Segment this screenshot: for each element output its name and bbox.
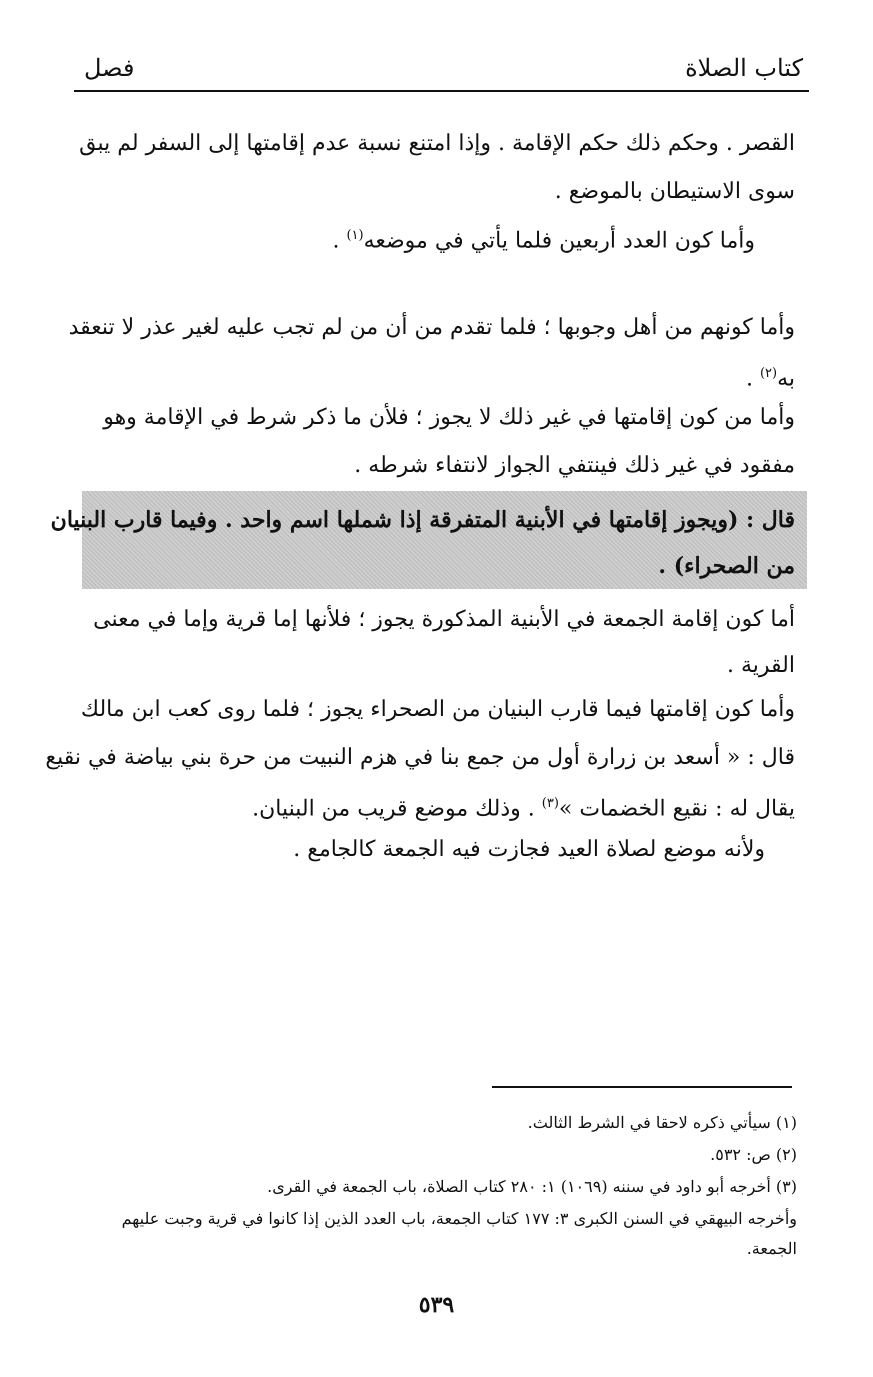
p4-line2: مفقود في غير ذلك فينتفي الجواز لانتفاء شرطه .: [354, 453, 795, 478]
section-title: فصل: [84, 54, 135, 82]
p2-line: [82, 212, 755, 265]
page-number: ٥٣٩: [418, 1292, 455, 1318]
running-header: [74, 48, 809, 92]
p6-line1: وأما كون إقامتها فيما قارب البنيان من الصحراء يجوز ؛ فلما روى كعب ابن مالك: [80, 697, 795, 722]
footnote-ref-1[interactable]: (١): [346, 228, 364, 243]
footnote-separator: [492, 1086, 792, 1088]
p3-end: .: [745, 366, 760, 392]
p1-line2: سوى الاستيطان بالموضع .: [554, 179, 795, 204]
p7-line: ولأنه موضع لصلاة العيد فجازت فيه الجمعة كالجامع .: [293, 837, 765, 862]
book-title: كتاب الصلاة: [685, 54, 803, 82]
p6-text-a: يقال له : نقيع الخضمات »: [558, 796, 795, 822]
footnote-2: (٢) ص: ٥٣٢.: [710, 1145, 797, 1164]
quote-line2: من الصحراء) .: [658, 553, 795, 579]
footnote-ref-2[interactable]: (٢): [759, 366, 778, 381]
p1-line1: القصر . وحكم ذلك حكم الإقامة . وإذا امتنع نسبة عدم إقامتها إلى السفر لم يبق: [79, 131, 795, 156]
footnote-ref-3[interactable]: (٣): [541, 796, 559, 811]
p3-text: به: [777, 366, 795, 392]
p2-end: .: [332, 228, 347, 254]
p6-text-b: . وذلك موضع قريب من البنيان.: [252, 796, 542, 822]
p6-line2: قال : « أسعد بن زرارة أول من جمع بنا في هزم النبيت من حرة بني بياضة في نقيع: [45, 745, 795, 770]
footnote-3-cont: وأخرجه البيهقي في السنن الكبرى ٣: ١٧٧ كتاب الجمعة، باب العدد الذين إذا كانوا في قرية وجبت عليهم: [121, 1209, 797, 1228]
p5-line1: أما كون إقامة الجمعة في الأبنية المذكورة يجوز ؛ فلأنها إما قرية وإما في معنى: [93, 607, 795, 632]
footnote-3: (٣) أخرجه أبو داود في سننه (١٠٦٩) ١: ٢٨٠ كتاب الصلاة، باب الجمعة في القرى.: [267, 1177, 797, 1196]
p3-line1: وأما كونهم من أهل وجوبها ؛ فلما تقدم من أن من لم تجب عليه لغير عذر لا تنعقد: [68, 315, 795, 340]
quote-line1: قال : (ويجوز إقامتها في الأبنية المتفرقة إذا شملها اسم واحد . وفيما قارب البنيان: [50, 507, 795, 533]
p4-line1: وأما من كون إقامتها في غير ذلك لا يجوز ؛ فلأن ما ذكر شرط في الإقامة وهو: [103, 405, 795, 430]
p5-line2: القرية .: [727, 653, 795, 678]
footnote-1: (١) سيأتي ذكره لاحقا في الشرط الثالث.: [527, 1113, 797, 1132]
p2-text: وأما كون العدد أربعين فلما يأتي في موضعه: [363, 228, 755, 254]
footnote-3-end: الجمعة.: [746, 1239, 797, 1258]
